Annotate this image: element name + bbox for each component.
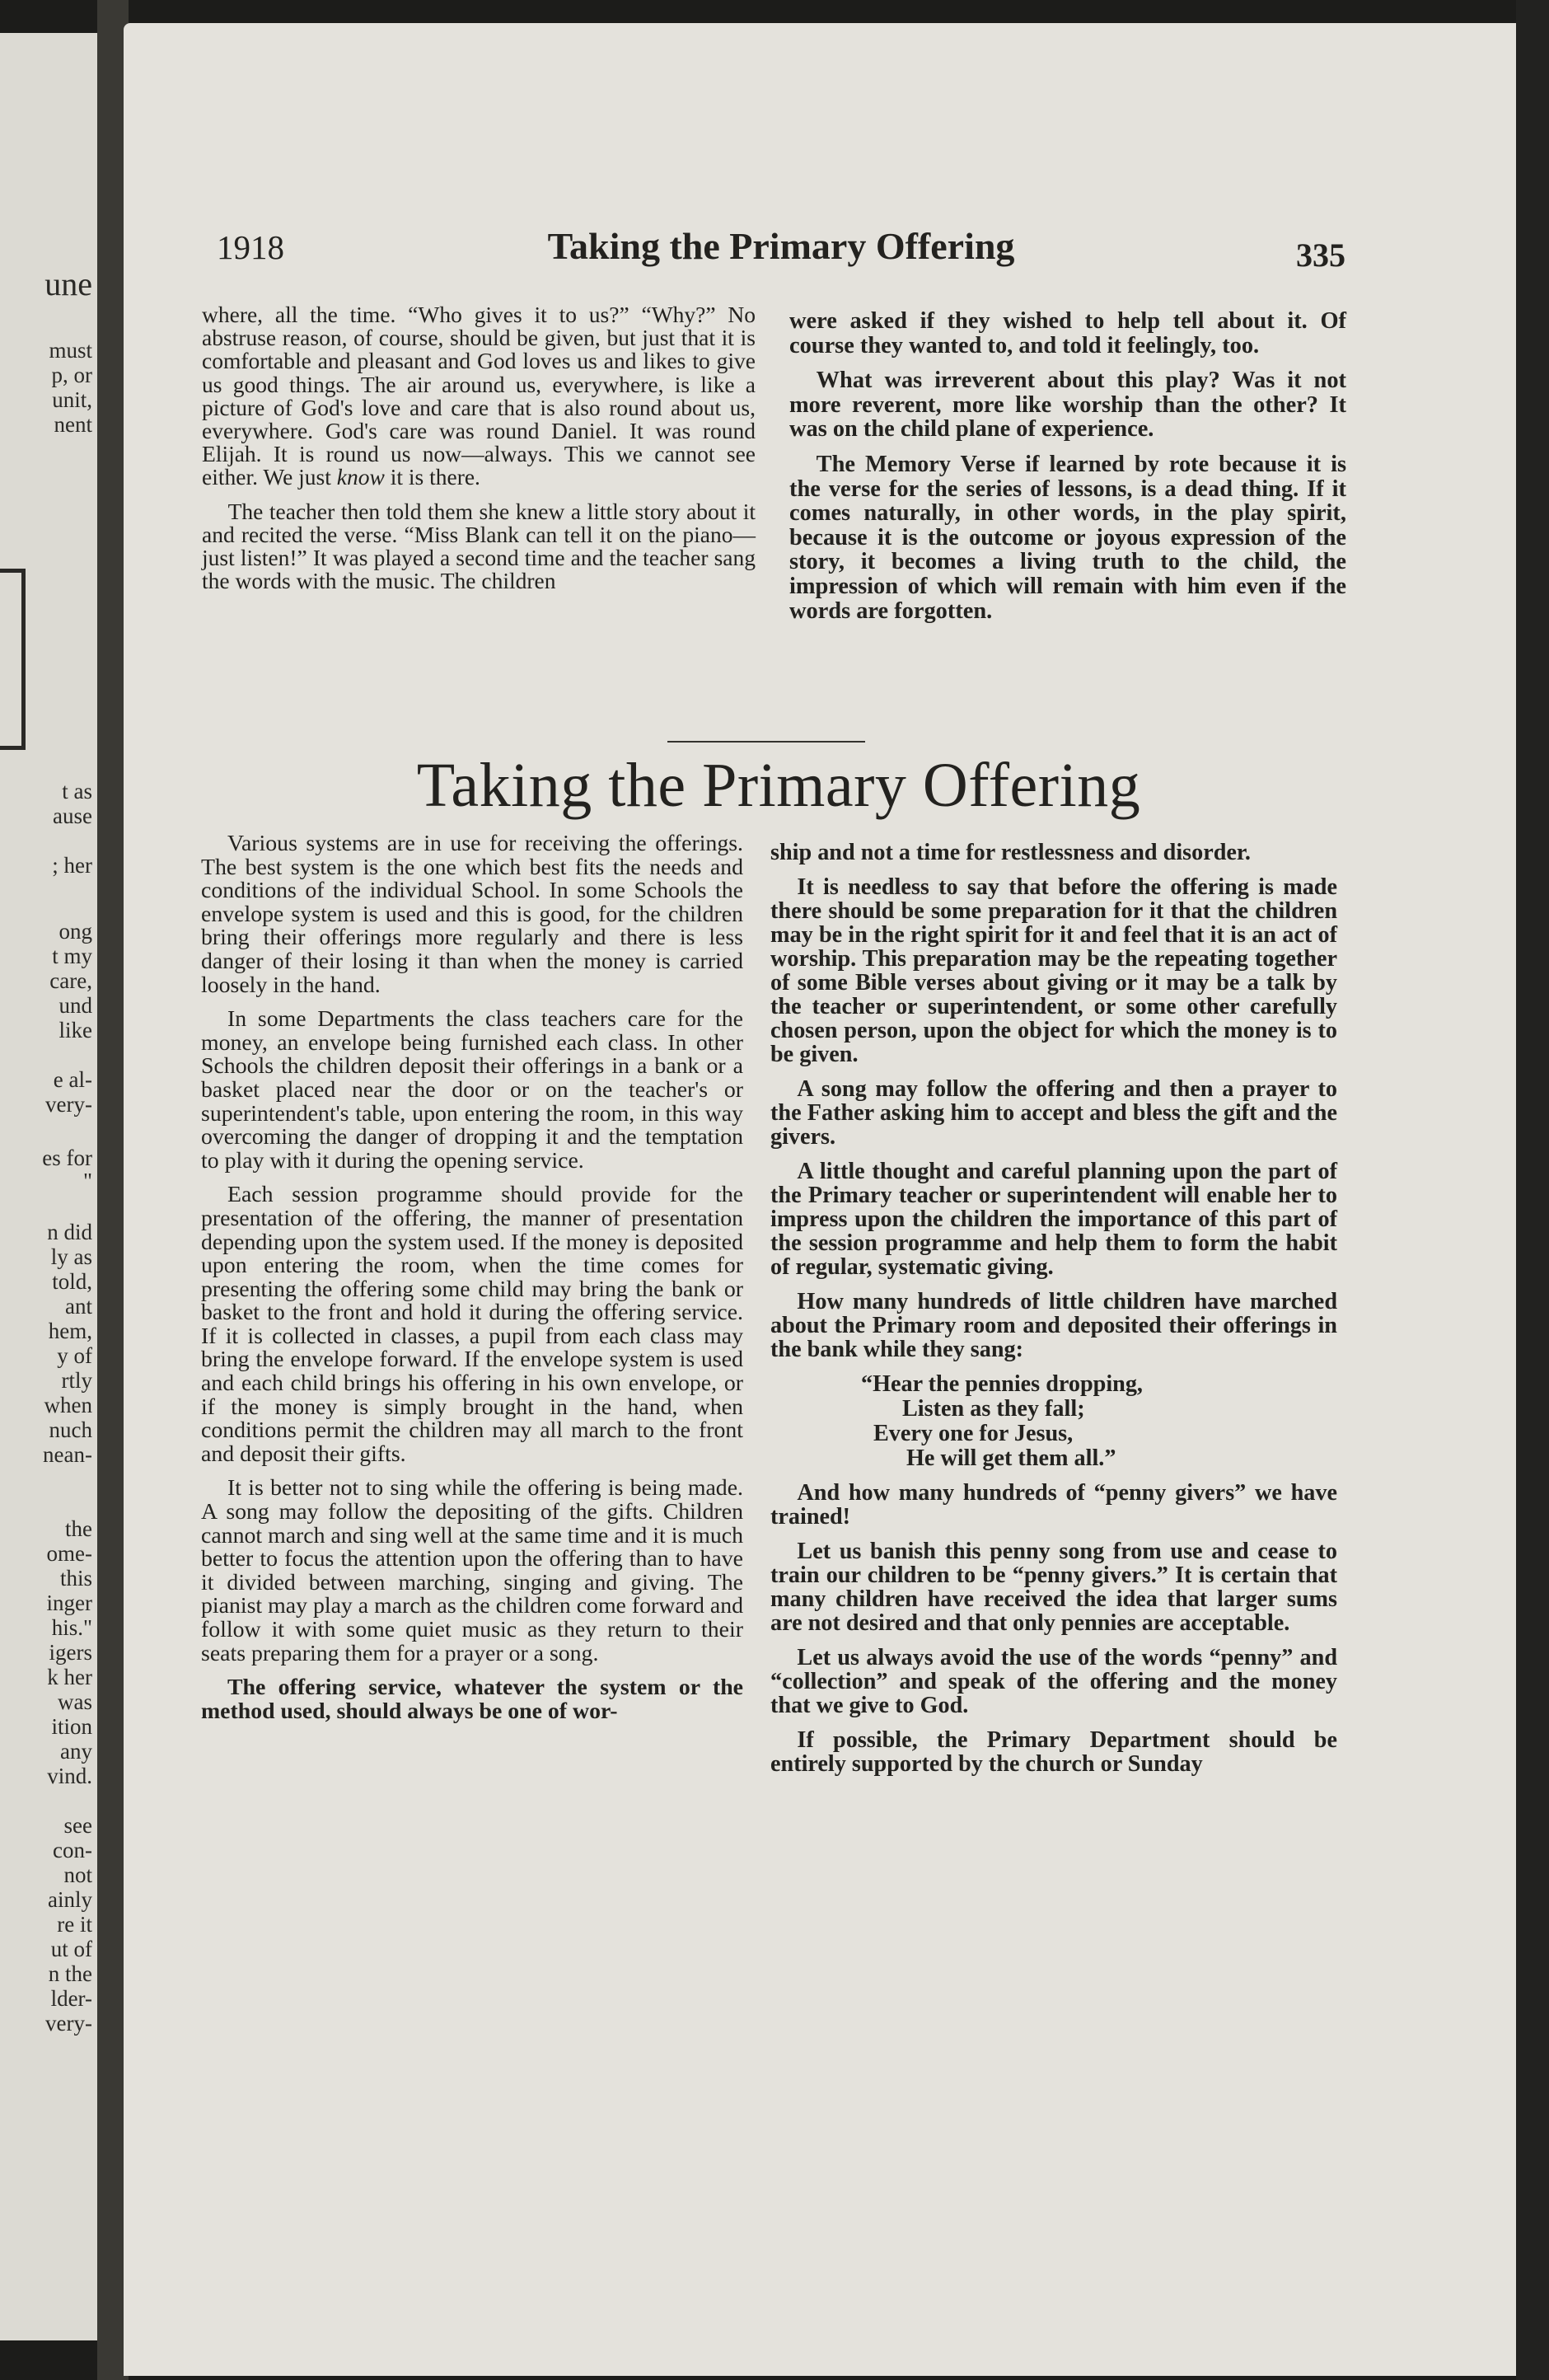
paragraph: where, all the time. “Who gives it to us?” “Why?” No abstruse reason, of course, should be given, but just that it is comfortable and pleasant and God loves us and likes to give us good things. The air around us, everywhere, is like a picture of God's love and care that is also round about us, everywhere. God's care was round Daniel. It was round Elijah. It is round us now—always. This we cannot see either. We just know it is there. [202,302,756,490]
facing-page-text-fragment: ition [51,1714,92,1739]
facing-page-text-fragment: lder- [50,1986,92,2011]
facing-page-text-fragment: p, or [51,363,92,387]
paragraph: What was irreverent about this play? Was it not more reverent, more like worship than the other? It was on the child plane of experience. [789,368,1346,443]
facing-page-text-fragment: e al- [53,1067,92,1092]
continued-article-right-column [789,309,1346,634]
facing-page-text-fragment: care, [49,968,92,993]
facing-page-text-fragment: k her [47,1665,92,1689]
facing-page-text-fragment: y of [57,1343,92,1368]
page-edge [1516,0,1549,2380]
facing-page-text-fragment: ant [65,1294,92,1319]
facing-page-text-fragment: any [60,1739,92,1764]
facing-page-text-fragment: his." [51,1615,92,1640]
facing-page-text-fragment: when [44,1393,92,1417]
paragraph: It is needless to say that before the offering is made there should be some preparation for it that the children may be in the right spirit for it and feel that it is an act of worship. This preparation may be the repeating together of some Bible verses about giving or it may be a talk by the teacher or superintendent, or some other carefully chosen person, upon the object for which the money is to be given. [770,874,1337,1067]
facing-page-text-fragment: like [58,1018,92,1042]
paragraph: In some Departments the class teachers care for the money, an envelope being furnished each class. In other Schools the children deposit their offerings in a bank or a basket placed near the door or on the teacher's or superintendent's table, upon entering the room, in this way overcoming the danger of dropping it and the temptation to play with it during the opening service. [201,1006,743,1174]
facing-page-box [0,569,26,750]
paragraph: A little thought and careful planning upon the part of the Primary teacher or superintendent will enable her to impress upon the children the importance of this part of the session programme and help them to form the habit of regular, systematic giving. [770,1159,1337,1280]
paragraph: It is better not to sing while the offering is being made. A song may follow the depositing of the gifts. Children cannot march and sing well at the same time and it is much better to focus the attention upon the offering than to have it divided between marching, singing and giving. The pianist may play a march as the children come forward and follow it with some quiet music as they return to their seats preparing them for a prayer or a song. [201,1475,743,1666]
paragraph: Let us banish this penny song from use and cease to train our children to be “penny givers.” It is certain that many children have received the idea that larger sums are not desired and that only pennies are acceptable. [770,1539,1337,1636]
facing-page-text-fragment: nean- [43,1442,92,1467]
facing-page-text-fragment: unit, [52,387,92,412]
facing-page-text-fragment: was [58,1689,92,1714]
facing-page-text-fragment: ause [53,803,92,828]
facing-page-text-fragment: very- [45,1092,92,1117]
song-verse [770,1372,1337,1471]
paragraph: The offering service, whatever the system or the method used, should always be one of wor- [201,1675,743,1724]
page-number: 335 [1296,237,1345,274]
paragraph: The teacher then told them she knew a little story about it and recited the verse. “Miss Blank can tell it on the piano—just listen!” It was played a second time and the teacher sang the words with the music. The children [202,498,756,594]
facing-page-text-fragment: the [65,1516,92,1541]
facing-page-text-fragment: t as [62,779,92,803]
paragraph: A song may follow the offering and then a prayer to the Father asking him to accept and bless the gift and the givers. [770,1076,1337,1150]
facing-page-text-fragment: vind. [47,1764,92,1788]
facing-page-text-fragment: ; her [52,853,92,878]
facing-page-edge [0,33,97,2340]
facing-page-text-fragment: very- [45,2011,92,2036]
verse-line: “Hear the pennies dropping, [861,1371,1143,1397]
facing-page-text-fragment: not [63,1862,92,1887]
header-running-title: Taking the Primary Offering [547,225,1015,267]
facing-page-text-fragment: nent [54,412,92,437]
facing-page-text-fragment: n did [47,1220,92,1244]
running-header [217,224,1345,282]
facing-page-text-fragment: es for [42,1145,92,1170]
article-title: Taking the Primary Offering [416,751,1141,820]
paragraph: And how many hundreds of “penny givers” we have trained! [770,1480,1337,1530]
facing-page-text-fragment: ong [58,919,92,944]
facing-page-text-fragment: nuch [49,1417,92,1442]
paragraph: Various systems are in use for receiving the offerings. The best system is the one which best fits the needs and conditions of the individual School. In some Schools the envelope system is used and this is good, for the children bring their offerings more regularly and there is less danger of their losing it than when the money is carried loosely in the hand. [201,831,743,998]
facing-page-text-fragment: told, [52,1269,92,1294]
paragraph: were asked if they wished to help tell about it. Of course they wanted to, and told it feelingly, too. [789,308,1346,358]
article-right-column [770,841,1337,1787]
paragraph: Each session programme should provide for the presentation of the offering, the manner of presentation depending upon the system used. If the money is deposited upon entering the room, when the time comes for presenting the offering some child may bring the bank or basket to the front and hold it during the offering service. If it is collected in classes, a pupil from each class may bring the envelope forward. If the envelope system is used and each child brings his offering in his own envelope, or if the money is simply brought in the hand, when conditions permit the children may all march to the front and deposit their gifts. [201,1182,743,1467]
section-divider [667,741,865,743]
facing-page-text-fragment: ut of [50,1937,92,1961]
facing-page-text-fragment: n the [48,1961,92,1986]
facing-page-text-fragment: re it [57,1912,92,1937]
verse-line: Listen as they fall; [902,1396,1085,1422]
facing-page-text-fragment: ly as [50,1244,92,1269]
paragraph: ship and not a time for restlessness and disorder. [770,840,1251,865]
paragraph: The Memory Verse if learned by rote because it is the verse for the series of lessons, is a dead thing. If it comes naturally, in other words, in the play spirit, because it is the outcome or joyous expression of the story, it becomes a living truth to the child, the impression of which will remain with him even if the words are forgotten. [789,451,1346,624]
verse-line: He will get them all.” [906,1445,1116,1471]
facing-page-text-fragment: und [58,993,92,1018]
facing-page-text-fragment: rtly [61,1368,92,1393]
facing-page-text-fragment: " [82,1169,92,1193]
facing-page-text-fragment: ome- [46,1541,92,1566]
facing-page-text-fragment: ainly [48,1887,92,1912]
paragraph: Let us always avoid the use of the words “penny” and “collection” and speak of the offering and the money that we give to God. [770,1645,1337,1718]
facing-page-text-fragment: une [44,265,92,302]
article-left-column [201,832,743,1734]
facing-page-text-fragment: must [49,338,92,363]
paragraph: If possible, the Primary Department should be entirely supported by the church or Sunday [770,1727,1337,1777]
facing-page-text-fragment: hem, [48,1319,92,1343]
continued-article-left-column [202,303,756,603]
paragraph: How many hundreds of little children have marched about the Primary room and deposited their offerings in the bank while they sang: [770,1289,1337,1362]
facing-page-text-fragment: t my [52,944,92,968]
facing-page-text-fragment: inger [46,1591,92,1615]
facing-page-text-fragment: see [63,1813,92,1838]
facing-page-text-fragment: con- [53,1838,92,1862]
header-year: 1918 [217,228,284,266]
facing-page-text-fragment: this [59,1566,92,1591]
facing-page-text-fragment: igers [49,1640,92,1665]
verse-line: Every one for Jesus, [873,1421,1074,1446]
